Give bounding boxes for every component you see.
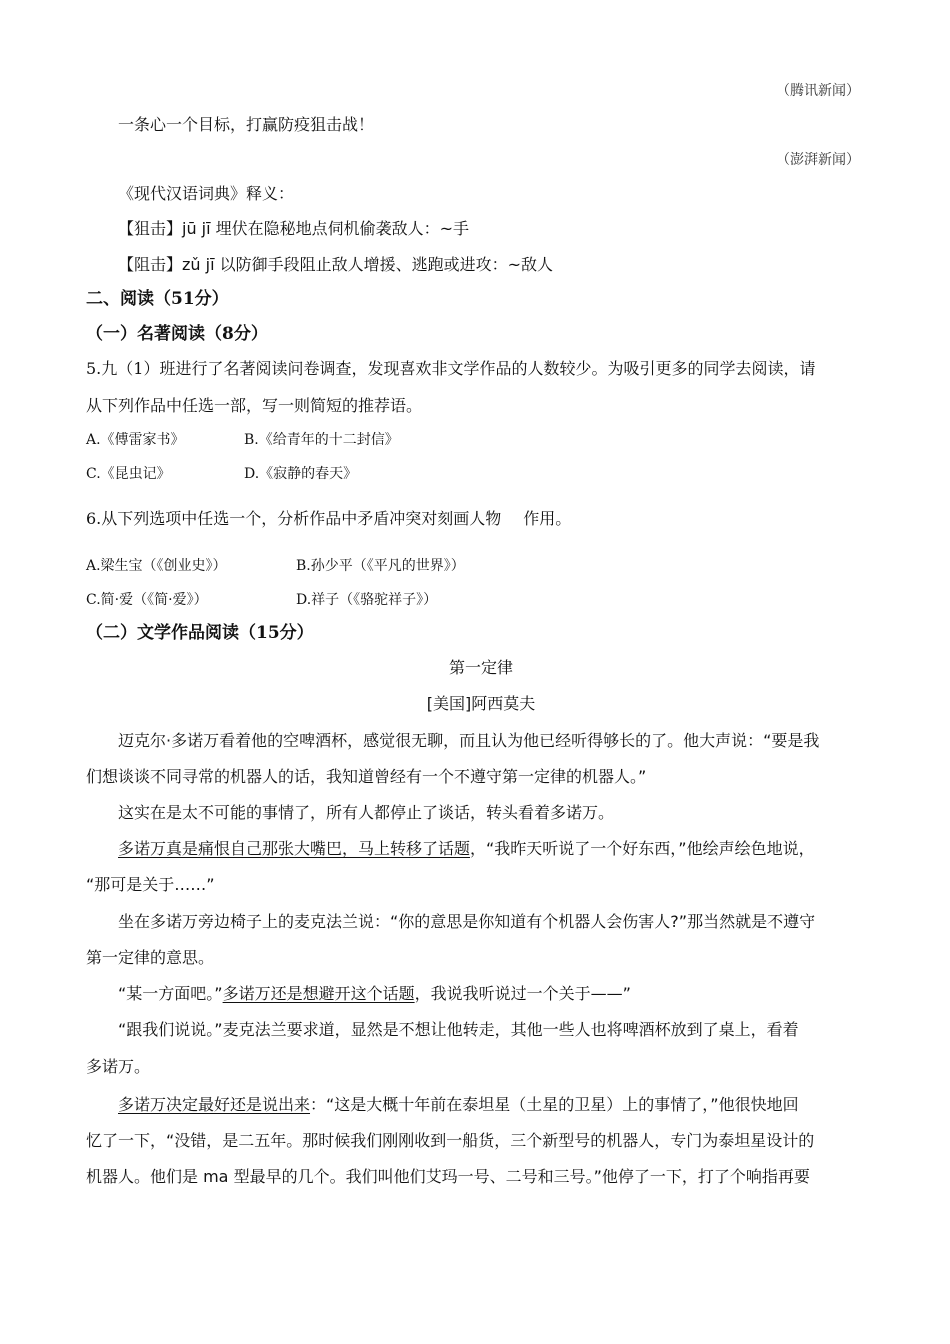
news-source-thepaper: （澎湃新闻） — [776, 152, 860, 168]
question-5-line1: 5.九（1）班进行了名著阅读问卷调查，发现喜欢非文学作品的人数较少。为吸引更多的同学去阅读，请 — [86, 359, 816, 378]
paragraph-1-line2: 们想谈谈不同寻常的机器人的话，我知道曾经有一个不遵守第一定律的机器人。” — [86, 767, 647, 786]
part-title-classics: （一）名著阅读（8分） — [86, 324, 268, 344]
paragraph-5-rest: ，我说我听说过一个关于——” — [414, 984, 631, 1003]
paragraph-3-line1 — [118, 838, 815, 860]
question-6-text-end: 作用。 — [523, 509, 572, 528]
document-page — [86, 0, 876, 1344]
q5-option-b: B.《给青年的十二封信》 — [244, 432, 399, 448]
part-title-literature: （二）文学作品阅读（15分） — [86, 623, 314, 643]
question-5-line2: 从下列作品中任选一部，写一则简短的推荐语。 — [86, 396, 423, 415]
q5-option-a: A.《傅雷家书》 — [86, 432, 185, 448]
q6-option-d: D.祥子（《骆驼祥子》） — [296, 592, 438, 608]
paragraph-7-line1 — [118, 1094, 799, 1116]
q6-option-b: B.孙少平（《平凡的世界》） — [296, 558, 465, 574]
paragraph-6-line2: 多诺万。 — [86, 1057, 151, 1076]
underlined-phrase-1: 多诺万真是痛恨自己那张大嘴巴，马上转移了话题 — [118, 839, 471, 858]
paragraph-6-line1: “跟我们说说。”麦克法兰要求道，显然是不想让他转走，其他一些人也将啤酒杯放到了桌上，看着 — [118, 1020, 799, 1039]
paragraph-7-line2: 忆了一下，“没错，是二五年。那时候我们刚刚收到一船货，三个新型号的机器人，专门为泰坦星设计的 — [86, 1131, 815, 1150]
definition-jiji-snipe: 【狙击】jū jī 埋伏在隐秘地点伺机偷袭敌人：~手 — [118, 219, 470, 238]
story-title: 第一定律 — [448, 658, 513, 677]
paragraph-7-line3: 机器人。他们是 ma 型最早的几个。我们叫他们艾玛一号、二号和三号。”他停了一下，打了个响指再要 — [86, 1167, 810, 1186]
q5-option-c: C.《昆虫记》 — [86, 466, 171, 482]
underlined-phrase-3: 多诺万决定最好还是说出来 — [118, 1095, 311, 1114]
news-source-tencent: （腾讯新闻） — [776, 83, 860, 99]
story-author: [美国]阿西莫夫 — [426, 694, 536, 713]
paragraph-4-line2: 第一定律的意思。 — [86, 948, 215, 967]
q5-option-d: D.《寂静的春天》 — [244, 466, 358, 482]
paragraph-4-line1: 坐在多诺万旁边椅子上的麦克法兰说：“你的意思是你知道有个机器人会伤害人?”那当然就是不遵守 — [118, 912, 816, 931]
paragraph-3-line2: “那可是关于……” — [86, 875, 215, 894]
paragraph-1-line1: 迈克尔·多诺万看着他的空啤酒杯，感觉很无聊，而且认为他已经听得够长的了。他大声说：“要是我 — [118, 731, 820, 750]
q6-option-a: A.梁生宝（《创业史》） — [86, 558, 227, 574]
dictionary-intro: 《现代汉语词典》释义： — [118, 184, 295, 203]
news-headline: 一条心一个目标，打赢防疫狙击战！ — [118, 115, 375, 134]
definition-zuji-block: 【阻击】zǔ jī 以防御手段阻止敌人增援、逃跑或进攻：~敌人 — [118, 255, 554, 274]
question-6 — [86, 508, 571, 530]
underlined-phrase-2: 多诺万还是想避开这个话题 — [222, 984, 415, 1003]
paragraph-3-rest: ，“我昨天听说了一个好东西，”他绘声绘色地说， — [470, 839, 815, 858]
section-title-reading: 二、阅读（51分） — [86, 289, 229, 309]
paragraph-7-rest: ：“这是大概十年前在泰坦星（土星的卫星）上的事情了，”他很快地回 — [310, 1095, 799, 1114]
paragraph-2: 这实在是太不可能的事情了，所有人都停止了谈话，转头看着多诺万。 — [118, 803, 615, 822]
question-6-text: 6.从下列选项中任选一个，分析作品中矛盾冲突对刻画人物 — [86, 509, 502, 528]
q6-option-c: C.简·爱（《简·爱》） — [86, 592, 208, 608]
paragraph-5-quote: “某一方面吧。” — [118, 984, 223, 1003]
paragraph-5 — [118, 983, 631, 1005]
